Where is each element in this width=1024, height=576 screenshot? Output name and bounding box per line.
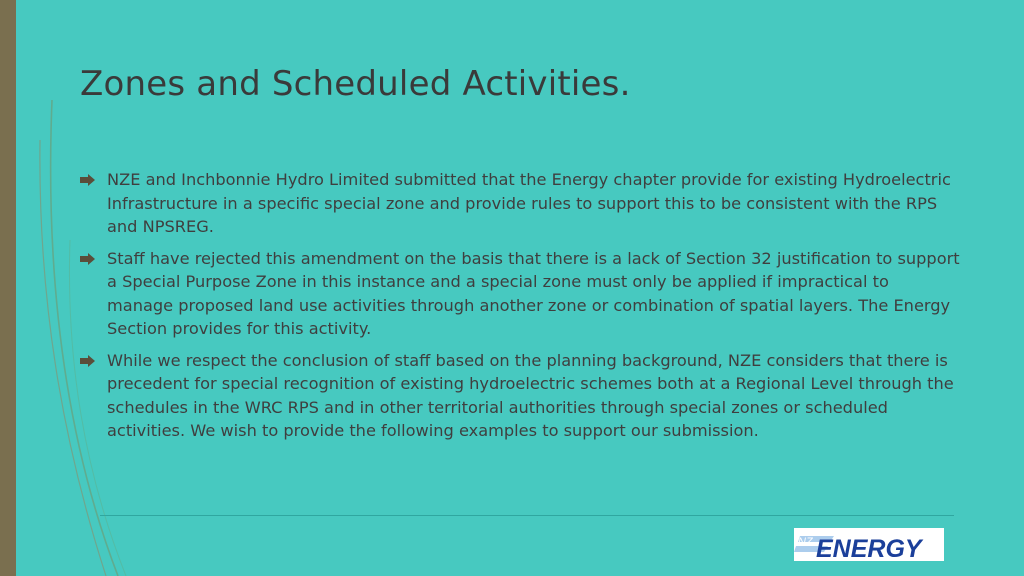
arrow-bullet-icon [80,174,96,186]
bullet-list [80,168,960,451]
bullet-item [80,168,960,239]
bullet-text: While we respect the conclusion of staff based on the planning background, NZE considers that there is precedent for special recognition of existing hydroelectric schemes both at a Regional Level through the schedules in the WRC RPS and in other territorial authorities through special zones or scheduled activities. We wish to provide the following examples to support our submission. [107,350,954,440]
logo-energy-text: ENERGY [816,535,922,561]
arrow-bullet-icon [80,253,96,265]
bullet-item [80,349,960,443]
nz-energy-logo-icon [794,528,944,561]
arrow-bullet-icon [80,355,96,367]
slide-title: Zones and Scheduled Activities. [80,64,631,104]
logo-nz-text: NZ [798,536,813,548]
footer-divider [100,515,954,516]
bullet-item [80,247,960,341]
bullet-text: NZE and Inchbonnie Hydro Limited submitted that the Energy chapter provide for existing Hydroelectric Infrastructure in a specific special zone and provide rules to support this to be consistent with the RPS and NPSREG. [107,170,951,236]
bullet-text: Staff have rejected this amendment on the basis that there is a lack of Section 32 justification to support a Special Purpose Zone in this instance and a special zone must only be applied if impractical to manage proposed land use activities through another zone or combination of spatial layers. The Energy Section provides for this activity. [107,248,960,338]
nz-energy-logo [794,528,944,561]
